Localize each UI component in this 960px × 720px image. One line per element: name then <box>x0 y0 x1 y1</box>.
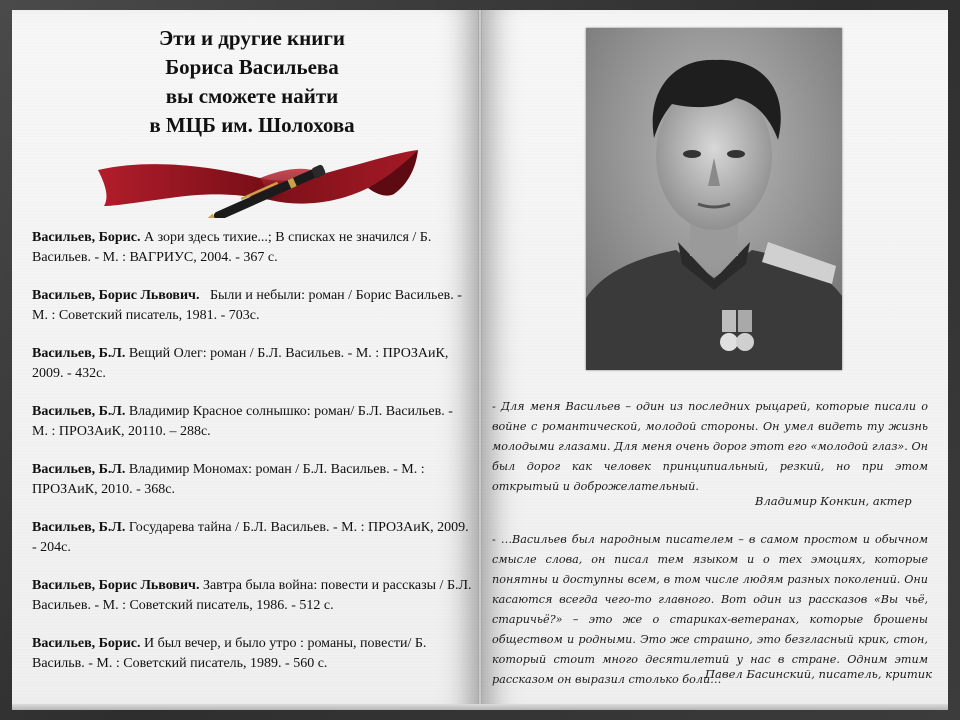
list-item <box>32 518 472 558</box>
list-item <box>32 460 472 500</box>
list-item <box>32 286 472 326</box>
entry-details: Завтра была война: повести и рассказы / Б.Л. Васильев. - М. : Советский писатель, 1986. - 512 с. <box>32 578 472 613</box>
list-item <box>32 576 472 616</box>
page-title <box>92 24 412 140</box>
entry-details: И был вечер, и было утро : романы, повести/ Б. Васильв. - М. : Советский писатель, 1989. - 560 с. <box>32 636 427 671</box>
quote-basinsky: - …Васильев был народным писателем – в самом простом и обычном смысле слова, он писал тем языком и о тех эмоциях, которые понятны и доступны всем, в том числе людям разных поколений. Они касаются всегда чего-то главного. Вот один из рассказов «Вы чьё, старичьё?» – это же о стариках-ветеранах, которые брошены обществом и родными. Это же страшно, это безгласный крик, стон, который стоит много десятилетий у нас в стране. Одним этим рассказом он выразил столько боли… <box>492 533 928 686</box>
entry-author: Васильев, Борис. <box>32 230 141 245</box>
portrait-photo <box>586 28 842 370</box>
entry-author: Васильев, Б.Л. <box>32 346 126 361</box>
entry-author: Васильев, Борис. <box>32 636 141 651</box>
list-item <box>32 634 472 674</box>
entry-details: Владимир Красное солнышко: роман/ Б.Л. Васильев. - М. : ПРОЗАиК, 20110. – 288с. <box>32 404 453 439</box>
entry-details: Государева тайна / Б.Л. Васильев. - М. : ПРОЗАиК, 2009. - 204с. <box>32 520 469 555</box>
entry-author: Васильев, Б.Л. <box>32 520 126 535</box>
entry-details: А зори здесь тихие...; В списках не значился / Б. Васильев. - М. : ВАГРИУС, 2004. - 367 с. <box>32 230 432 265</box>
left-page <box>12 10 480 710</box>
title-line: Бориса Васильева <box>165 55 339 79</box>
entry-author: Васильев, Борис Львович. <box>32 288 200 303</box>
entry-details: Были и небыли: роман / Борис Васильев. - М. : Советский писатель, 1981. - 703с. <box>32 288 466 323</box>
title-line: вы сможете найти <box>165 84 339 108</box>
left-eye <box>683 150 701 158</box>
book-list <box>32 228 472 692</box>
list-item <box>32 402 472 442</box>
list-item <box>32 344 472 384</box>
quote-attribution: Павел Басинский, писатель, критик <box>705 667 933 681</box>
right-eye <box>727 150 745 158</box>
entry-author: Васильев, Борис Львович. <box>32 578 200 593</box>
portrait-image <box>586 28 842 370</box>
entry-author: Васильев, Б.Л. <box>32 462 126 477</box>
quote-konkin: - Для меня Васильев – один из последних рыцарей, которые писали о войне с романтической, молодой стороны. Он умел видеть ту жизнь молодыми глазами. Для меня очень дорог этот его «молодой глаз». Он был дорог как человек принципиальный, резкий, но при этом открытый и доброжелательный. <box>492 400 928 493</box>
quote-attribution: Владимир Конкин, актер <box>755 494 912 508</box>
ribbon-pen-decoration <box>90 148 420 218</box>
entry-details: Вещий Олег: роман / Б.Л. Васильев. - М. : ПРОЗАиК, 2009. - 432с. <box>32 346 449 381</box>
page-edges <box>12 704 948 710</box>
entry-details: Владимир Мономах: роман / Б.Л. Васильев. - М. : ПРОЗАиК, 2010. - 368с. <box>32 462 425 497</box>
book-spine <box>478 10 482 710</box>
list-item <box>32 228 472 268</box>
entry-author: Васильев, Б.Л. <box>32 404 126 419</box>
title-line: в МЦБ им. Шолохова <box>149 113 355 137</box>
title-line: Эти и другие книги <box>159 26 345 50</box>
